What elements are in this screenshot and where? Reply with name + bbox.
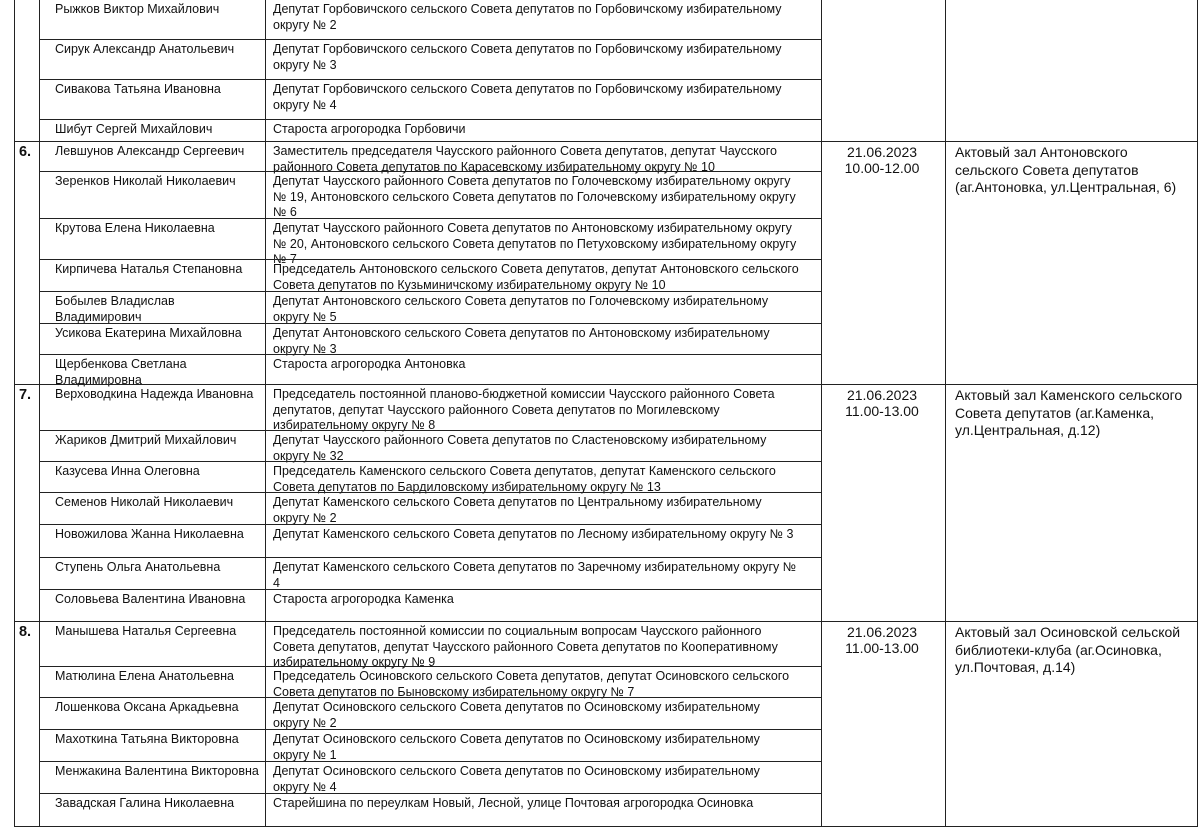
person-name: Махоткина Татьяна Викторовна [55, 732, 239, 746]
person-position: Председатель Осиновского сельского Совета депутатов, депутат Осиновского сельского Совета депутатов по Быновскому избирательному округу № 7 [273, 669, 790, 699]
row-divider [39, 354, 821, 355]
person-name: Крутова Елена Николаевна [55, 221, 215, 235]
meeting-place: Актовый зал Осиновской сельской библиотеки-клуба (аг.Осиновка, ул.Почтовая, д.14) [955, 624, 1181, 675]
row-divider [39, 461, 821, 462]
person-name: Сирук Александр Анатольевич [55, 42, 235, 56]
person-position: Заместитель председателя Чаусского районного Совета депутатов, депутат Чаусского районного Совета депутатов по Карасевскому избирательному округу № 10 [273, 144, 777, 174]
person-position: Депутат Осиновского сельского Совета депутатов по Осиновскому избирательному округу № 2 [273, 700, 760, 730]
row-divider [39, 492, 821, 493]
meeting-date: 21.06.2023 [846, 387, 918, 403]
group-number: 8. [18, 624, 32, 640]
person-name: Семенов Николай Николаевич [55, 495, 234, 509]
row-divider [39, 323, 821, 324]
person-name: Новожилова Жанна Николаевна [55, 527, 244, 541]
person-position: Председатель постоянной комиссии по социальным вопросам Чаусского районного Совета депутатов, депутат Чаусского районного Совета депутатов по Кооперативному избирательному округу № 9 [273, 624, 778, 669]
meeting-place: Актовый зал Каменского сельского Совета депутатов (аг.Каменка, ул.Центральная, д.12) [955, 387, 1183, 438]
person-name: Соловьева Валентина Ивановна [55, 592, 246, 606]
row-divider [39, 291, 821, 292]
meeting-time: 11.00-13.00 [845, 403, 919, 419]
group-divider [15, 141, 1197, 142]
person-position: Депутат Горбовичского сельского Совета депутатов по Горбовичскому избирательному округу № 3 [273, 42, 782, 72]
person-position: Председатель Антоновского сельского Совета депутатов, депутат Антоновского сельского Совета депутатов по Кузьминичскому избирательному округу № 10 [273, 262, 799, 292]
meeting-date: 21.06.2023 [846, 144, 918, 160]
person-name: Жариков Дмитрий Михайлович [55, 433, 237, 447]
meeting-time: 10.00-12.00 [844, 160, 920, 176]
person-name: Кирпичева Наталья Степановна [55, 262, 243, 276]
person-position: Депутат Горбовичского сельского Совета депутатов по Горбовичскому избирательному округу № 2 [273, 2, 782, 32]
row-divider [39, 761, 821, 762]
person-position: Депутат Горбовичского сельского Совета депутатов по Горбовичскому избирательному округу № 4 [273, 82, 782, 112]
row-divider [39, 524, 821, 525]
person-position: Депутат Осиновского сельского Совета депутатов по Осиновскому избирательному округу № 4 [273, 764, 760, 794]
row-divider [39, 79, 821, 80]
person-name: Матюлина Елена Анатольевна [55, 669, 235, 683]
person-position: Депутат Чаусского районного Совета депутатов по Голочевскому избирательному округу № 19, Антоновского сельского Совета депутатов по Голочевскому избирательному округу № 6 [273, 174, 796, 219]
person-name: Казусева Инна Олеговна [55, 464, 200, 478]
person-position: Депутат Антоновского сельского Совета депутатов по Антоновскому избирательному округу № 3 [273, 326, 770, 356]
person-position: Председатель Каменского сельского Совета депутатов, депутат Каменского сельского Совета депутатов по Бардиловскому избирательному округу № 13 [273, 464, 776, 494]
person-name: Манышева Наталья Сергеевна [55, 624, 237, 638]
meeting-time: 11.00-13.00 [845, 640, 919, 656]
person-position: Староста агрогородка Каменка [273, 592, 454, 606]
person-position: Староста агрогородка Горбовичи [273, 122, 466, 136]
row-divider [39, 589, 821, 590]
row-divider [39, 39, 821, 40]
person-name: Сивакова Татьяна Ивановна [55, 82, 221, 96]
row-divider [39, 697, 821, 698]
person-position: Депутат Каменского сельского Совета депутатов по Центральному избирательному округу № 2 [273, 495, 762, 525]
meeting-date: 21.06.2023 [846, 624, 918, 640]
row-divider [39, 557, 821, 558]
group-number: 7. [18, 387, 32, 403]
row-divider [39, 793, 821, 794]
person-position: Депутат Антоновского сельского Совета депутатов по Голочевскому избирательному округу № 5 [273, 294, 769, 324]
person-position: Депутат Чаусского районного Совета депутатов по Антоновскому избирательному округу № 20, Антоновского сельского Совета депутатов по Петуховскому избирательному округу № 7 [273, 221, 797, 266]
person-position: Депутат Каменского сельского Совета депутатов по Лесному избирательному округу № 3 [273, 527, 794, 541]
person-name: Бобылев Владислав Владимирович [55, 294, 175, 324]
schedule-table [14, 0, 1198, 827]
row-divider [39, 119, 821, 120]
row-divider [39, 666, 821, 667]
person-name: Рыжков Виктор Михайлович [55, 2, 220, 16]
person-name: Лошенкова Оксана Аркадьевна [55, 700, 239, 714]
person-name: Зеренков Николай Николаевич [55, 174, 236, 188]
person-position: Депутат Осиновского сельского Совета депутатов по Осиновскому избирательному округу № 1 [273, 732, 760, 762]
person-name: Менжакина Валентина Викторовна [55, 764, 259, 778]
person-name: Усикова Екатерина Михайловна [55, 326, 242, 340]
group-number: 6. [18, 144, 32, 160]
row-divider [39, 259, 821, 260]
column-divider [945, 0, 946, 827]
group-divider [15, 384, 1197, 385]
row-divider [39, 171, 821, 172]
column-divider [821, 0, 822, 827]
person-position: Старейшина по переулкам Новый, Лесной, улице Почтовая агрогородка Осиновка [273, 796, 754, 810]
meeting-place: Актовый зал Антоновского сельского Совета депутатов (аг.Антоновка, ул.Центральная, 6) [955, 144, 1177, 195]
person-name: Шибут Сергей Михайлович [55, 122, 213, 136]
row-divider [39, 218, 821, 219]
group-divider [15, 621, 1197, 622]
row-divider [39, 430, 821, 431]
person-position: Председатель постоянной планово-бюджетной комиссии Чаусского районного Совета депутатов, депутат Чаусского районного Совета депутатов по Могилевскому избирательному округу № 8 [273, 387, 775, 432]
column-divider [39, 0, 40, 827]
person-name: Верховодкина Надежда Ивановна [55, 387, 254, 401]
person-name: Левшунов Александр Сергеевич [55, 144, 245, 158]
person-name: Щербенкова Светлана Владимировна [55, 357, 187, 387]
person-position: Староста агрогородка Антоновка [273, 357, 466, 371]
row-divider [39, 729, 821, 730]
column-divider [265, 0, 266, 827]
person-position: Депутат Каменского сельского Совета депутатов по Заречному избирательному округу № 4 [273, 560, 797, 590]
person-name: Завадская Галина Николаевна [55, 796, 235, 810]
person-name: Ступень Ольга Анатольевна [55, 560, 221, 574]
person-position: Депутат Чаусского районного Совета депутатов по Сластеновскому избирательному округу № 32 [273, 433, 767, 463]
